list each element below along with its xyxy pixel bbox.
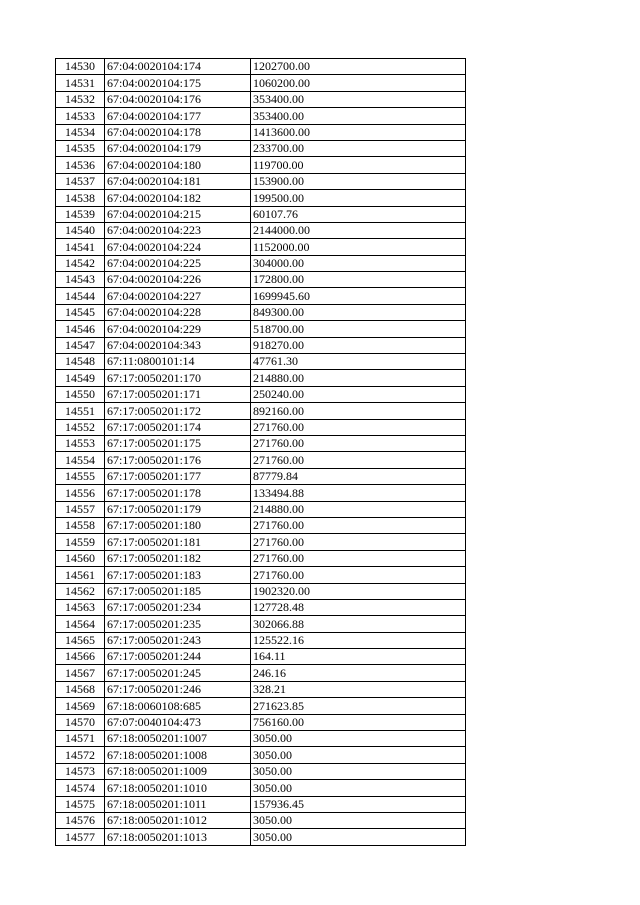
row-number-cell: 14565 [56,632,105,648]
row-number-cell: 14576 [56,812,105,828]
cadastral-number-cell: 67:17:0050201:245 [105,665,251,681]
row-number-cell: 14538 [56,190,105,206]
table-row [56,747,466,763]
value-cell: 164.11 [251,649,466,665]
value-cell: 47761.30 [251,354,466,370]
row-number-cell: 14577 [56,829,105,845]
row-number-cell: 14551 [56,403,105,419]
row-number-cell: 14566 [56,649,105,665]
row-number-cell: 14557 [56,501,105,517]
value-cell: 518700.00 [251,321,466,337]
table-row [56,304,466,320]
row-number-cell: 14563 [56,599,105,615]
cadastral-number-cell: 67:18:0050201:1010 [105,780,251,796]
table-row [56,665,466,681]
cadastral-number-cell: 67:18:0050201:1011 [105,796,251,812]
cadastral-number-cell: 67:17:0050201:179 [105,501,251,517]
value-cell: 353400.00 [251,108,466,124]
value-cell: 133494.88 [251,485,466,501]
row-number-cell: 14545 [56,304,105,320]
table-row [56,75,466,91]
row-number-cell: 14547 [56,337,105,353]
table-row [56,190,466,206]
value-cell: 1413600.00 [251,124,466,140]
row-number-cell: 14574 [56,780,105,796]
value-cell: 271760.00 [251,567,466,583]
cadastral-number-cell: 67:17:0050201:171 [105,386,251,402]
table-row [56,731,466,747]
table-row [56,206,466,222]
value-cell: 1699945.60 [251,288,466,304]
cadastral-number-cell: 67:17:0050201:180 [105,517,251,533]
value-cell: 3050.00 [251,763,466,779]
row-number-cell: 14539 [56,206,105,222]
value-cell: 3050.00 [251,829,466,845]
value-cell: 304000.00 [251,255,466,271]
cadastral-number-cell: 67:11:0800101:14 [105,354,251,370]
row-number-cell: 14531 [56,75,105,91]
table-row [56,517,466,533]
row-number-cell: 14552 [56,419,105,435]
value-cell: 328.21 [251,681,466,697]
row-number-cell: 14560 [56,550,105,566]
row-number-cell: 14543 [56,272,105,288]
cadastral-number-cell: 67:18:0060108:685 [105,698,251,714]
table-row [56,59,466,75]
value-cell: 271760.00 [251,452,466,468]
row-number-cell: 14549 [56,370,105,386]
table-row [56,796,466,812]
value-cell: 172800.00 [251,272,466,288]
cadastral-number-cell: 67:04:0020104:176 [105,91,251,107]
table-row [56,583,466,599]
row-number-cell: 14562 [56,583,105,599]
table-row [56,288,466,304]
value-cell: 849300.00 [251,304,466,320]
table-row [56,124,466,140]
cadastral-number-cell: 67:17:0050201:175 [105,435,251,451]
row-number-cell: 14540 [56,222,105,238]
row-number-cell: 14561 [56,567,105,583]
value-cell: 918270.00 [251,337,466,353]
table-row [56,649,466,665]
value-cell: 60107.76 [251,206,466,222]
cadastral-number-cell: 67:04:0020104:178 [105,124,251,140]
row-number-cell: 14555 [56,468,105,484]
table-row [56,452,466,468]
table-row [56,108,466,124]
table-row [56,403,466,419]
value-cell: 250240.00 [251,386,466,402]
value-cell: 1060200.00 [251,75,466,91]
value-cell: 302066.88 [251,616,466,632]
row-number-cell: 14568 [56,681,105,697]
cadastral-number-cell: 67:17:0050201:183 [105,567,251,583]
row-number-cell: 14530 [56,59,105,75]
table-row [56,386,466,402]
row-number-cell: 14567 [56,665,105,681]
cadastral-number-cell: 67:04:0020104:223 [105,222,251,238]
row-number-cell: 14532 [56,91,105,107]
cadastral-number-cell: 67:04:0020104:175 [105,75,251,91]
row-number-cell: 14564 [56,616,105,632]
cadastral-number-cell: 67:04:0020104:181 [105,173,251,189]
row-number-cell: 14554 [56,452,105,468]
cadastral-number-cell: 67:04:0020104:174 [105,59,251,75]
row-number-cell: 14559 [56,534,105,550]
table-row [56,239,466,255]
value-cell: 214880.00 [251,501,466,517]
row-number-cell: 14544 [56,288,105,304]
cadastral-number-cell: 67:04:0020104:227 [105,288,251,304]
cadastral-number-cell: 67:18:0050201:1008 [105,747,251,763]
cadastral-number-cell: 67:17:0050201:172 [105,403,251,419]
value-cell: 271760.00 [251,534,466,550]
table-row [56,222,466,238]
row-number-cell: 14573 [56,763,105,779]
value-cell: 892160.00 [251,403,466,419]
cadastral-number-cell: 67:17:0050201:243 [105,632,251,648]
row-number-cell: 14537 [56,173,105,189]
row-number-cell: 14535 [56,140,105,156]
table-row [56,157,466,173]
cadastral-number-cell: 67:17:0050201:182 [105,550,251,566]
value-cell: 3050.00 [251,731,466,747]
table-row [56,435,466,451]
row-number-cell: 14548 [56,354,105,370]
row-number-cell: 14536 [56,157,105,173]
row-number-cell: 14570 [56,714,105,730]
table-row [56,321,466,337]
row-number-cell: 14542 [56,255,105,271]
cadastral-number-cell: 67:17:0050201:235 [105,616,251,632]
row-number-cell: 14534 [56,124,105,140]
table-row [56,812,466,828]
cadastral-number-cell: 67:18:0050201:1009 [105,763,251,779]
table-row [56,173,466,189]
cadastral-number-cell: 67:17:0050201:178 [105,485,251,501]
value-cell: 233700.00 [251,140,466,156]
table-row [56,714,466,730]
row-number-cell: 14575 [56,796,105,812]
row-number-cell: 14541 [56,239,105,255]
cadastral-number-cell: 67:04:0020104:224 [105,239,251,255]
row-number-cell: 14553 [56,435,105,451]
value-cell: 3050.00 [251,747,466,763]
row-number-cell: 14558 [56,517,105,533]
table-row [56,140,466,156]
table-row [56,354,466,370]
cadastral-number-cell: 67:18:0050201:1012 [105,812,251,828]
row-number-cell: 14550 [56,386,105,402]
table-row [56,632,466,648]
value-cell: 153900.00 [251,173,466,189]
table-row [56,681,466,697]
value-cell: 271623.85 [251,698,466,714]
cadastral-number-cell: 67:04:0020104:226 [105,272,251,288]
row-number-cell: 14572 [56,747,105,763]
data-table [55,58,466,846]
value-cell: 2144000.00 [251,222,466,238]
cadastral-number-cell: 67:17:0050201:177 [105,468,251,484]
row-number-cell: 14546 [56,321,105,337]
table-row [56,550,466,566]
table-row [56,829,466,845]
table-row [56,501,466,517]
table-body [56,59,466,846]
cadastral-number-cell: 67:04:0020104:229 [105,321,251,337]
row-number-cell: 14571 [56,731,105,747]
cadastral-number-cell: 67:04:0020104:179 [105,140,251,156]
value-cell: 157936.45 [251,796,466,812]
value-cell: 119700.00 [251,157,466,173]
table-row [56,468,466,484]
table-row [56,567,466,583]
value-cell: 1152000.00 [251,239,466,255]
cadastral-number-cell: 67:17:0050201:170 [105,370,251,386]
value-cell: 127728.48 [251,599,466,615]
value-cell: 125522.16 [251,632,466,648]
cadastral-number-cell: 67:17:0050201:181 [105,534,251,550]
cadastral-number-cell: 67:04:0020104:225 [105,255,251,271]
value-cell: 87779.84 [251,468,466,484]
value-cell: 1902320.00 [251,583,466,599]
cadastral-number-cell: 67:17:0050201:234 [105,599,251,615]
value-cell: 3050.00 [251,812,466,828]
cadastral-number-cell: 67:04:0020104:177 [105,108,251,124]
cadastral-number-cell: 67:04:0020104:215 [105,206,251,222]
value-cell: 246.16 [251,665,466,681]
value-cell: 271760.00 [251,517,466,533]
cadastral-number-cell: 67:04:0020104:343 [105,337,251,353]
value-cell: 1202700.00 [251,59,466,75]
value-cell: 3050.00 [251,780,466,796]
value-cell: 353400.00 [251,91,466,107]
table-row [56,337,466,353]
cadastral-number-cell: 67:04:0020104:182 [105,190,251,206]
table-row [56,419,466,435]
row-number-cell: 14569 [56,698,105,714]
cadastral-number-cell: 67:17:0050201:246 [105,681,251,697]
table-row [56,698,466,714]
table-row [56,616,466,632]
table-row [56,255,466,271]
cadastral-number-cell: 67:17:0050201:174 [105,419,251,435]
table-row [56,534,466,550]
table-row [56,272,466,288]
value-cell: 271760.00 [251,435,466,451]
cadastral-number-cell: 67:07:0040104:473 [105,714,251,730]
cadastral-number-cell: 67:17:0050201:185 [105,583,251,599]
value-cell: 199500.00 [251,190,466,206]
value-cell: 756160.00 [251,714,466,730]
table-row [56,485,466,501]
table-row [56,599,466,615]
table-row [56,370,466,386]
value-cell: 271760.00 [251,419,466,435]
value-cell: 214880.00 [251,370,466,386]
table-row [56,91,466,107]
value-cell: 271760.00 [251,550,466,566]
row-number-cell: 14556 [56,485,105,501]
cadastral-number-cell: 67:04:0020104:180 [105,157,251,173]
cadastral-number-cell: 67:18:0050201:1013 [105,829,251,845]
cadastral-number-cell: 67:04:0020104:228 [105,304,251,320]
cadastral-number-cell: 67:18:0050201:1007 [105,731,251,747]
cadastral-number-cell: 67:17:0050201:176 [105,452,251,468]
table-row [56,763,466,779]
row-number-cell: 14533 [56,108,105,124]
table-row [56,780,466,796]
cadastral-number-cell: 67:17:0050201:244 [105,649,251,665]
